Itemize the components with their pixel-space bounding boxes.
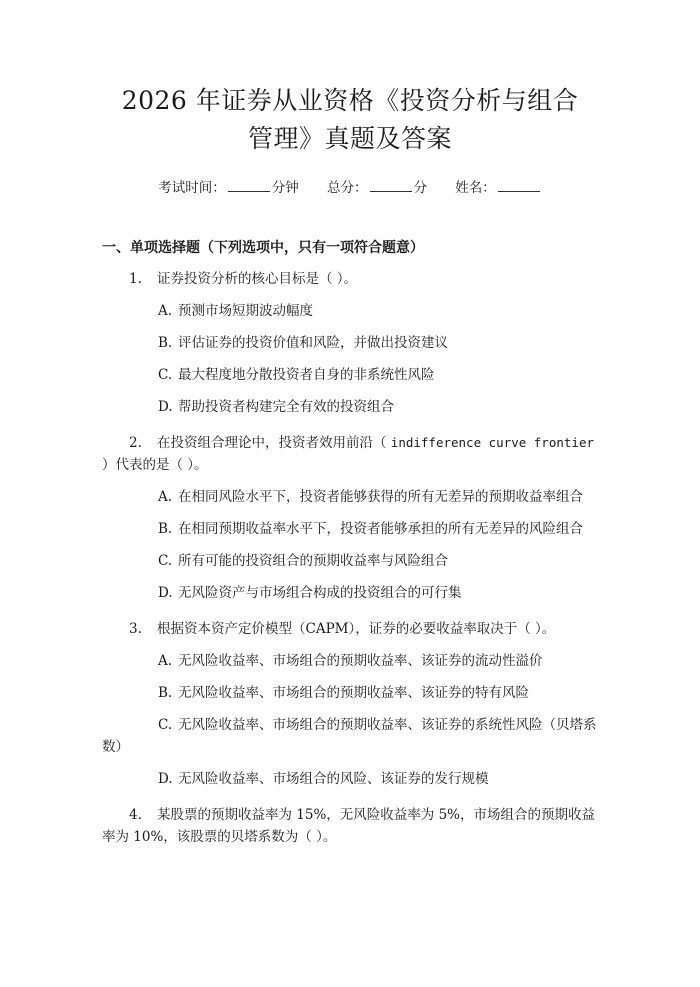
exam-info: [102, 178, 598, 198]
q1-option-a: A. 预测市场短期波动幅度: [158, 303, 313, 319]
question-2: 2. 在投资组合理论中，投资者效用前沿（ indifference curve frontier ）代表的是（ ）。: [102, 435, 594, 473]
total-score-blank: [370, 179, 412, 192]
q2-option-a: A. 在相同风险水平下，投资者能够获得的所有无差异的预期收益率组合: [158, 489, 583, 505]
q2-option-c: C. 所有可能的投资组合的预期收益率与风险组合: [158, 553, 448, 569]
q3-option-d: D. 无风险收益率、市场组合的风险、该证券的发行规模: [158, 771, 489, 787]
exam-time-field: 考试时间： 分钟: [158, 180, 299, 196]
question-4: 4. 某股票的预期收益率为 15%，无风险收益率为 5%，市场组合的预期收益率为 10%，该股票的贝塔系数为（ ）。: [102, 807, 596, 845]
name-blank: [498, 179, 540, 192]
q2-option-b: B. 在相同预期收益率水平下，投资者能够承担的所有无差异的风险组合: [158, 521, 583, 537]
q1-option-b: B. 评估证券的投资价值和风险，并做出投资建议: [158, 335, 448, 351]
question-3: 3. 根据资本资产定价模型（CAPM），证券的必要收益率取决于（ ）。: [129, 621, 556, 637]
exam-time-blank: [228, 179, 270, 192]
question-1: 1. 证券投资分析的核心目标是（ ）。: [129, 271, 358, 287]
q3-option-a: A. 无风险收益率、市场组合的预期收益率、该证券的流动性溢价: [158, 653, 543, 669]
q3-option-c: C. 无风险收益率、市场组合的预期收益率、该证券的系统性风险（贝塔系数）: [102, 717, 597, 755]
name-field: 姓名：: [455, 178, 542, 198]
document-title: 2026 年证券从业资格《投资分析与组合管理》真题及答案: [121, 86, 579, 153]
section-heading: 一、单项选择题（下列选项中，只有一项符合题意）: [102, 240, 424, 256]
document-page: [0, 82, 700, 987]
total-score-field: 总分： 分: [327, 180, 427, 196]
q2-option-d: D. 无风险资产与市场组合构成的投资组合的可行集: [158, 585, 462, 601]
q1-option-d: D. 帮助投资者构建完全有效的投资组合: [158, 399, 394, 415]
q1-option-c: C. 最大程度地分散投资者自身的非系统性风险: [158, 367, 435, 383]
q3-option-b: B. 无风险收益率、市场组合的预期收益率、该证券的特有风险: [158, 685, 529, 701]
